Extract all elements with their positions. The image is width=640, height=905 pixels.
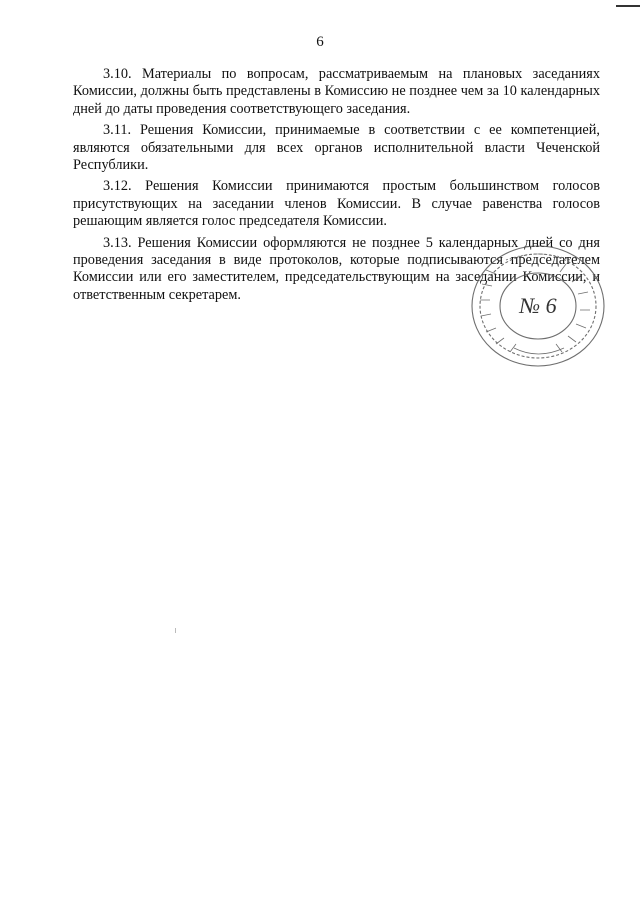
scan-artifact: [175, 628, 176, 633]
page-edge-mark: [616, 5, 640, 7]
paragraph-3-13: 3.13. Решения Комиссии оформляются не позднее 5 календарных дней со дня проведения заседания в виде протоколов, которые подписываются председателем Комиссии или его заместителем, председательствующим на заседании Комиссии, и ответственным секретарем.: [73, 234, 600, 303]
paragraph-3-12: 3.12. Решения Комиссии принимаются простым большинством голосов присутствующих на заседании членов Комиссии. В случае равенства голосов решающим является голос председателя Комиссии.: [73, 178, 600, 230]
official-seal-stamp: [456, 244, 606, 370]
page-number: 6: [316, 34, 324, 50]
stamp-number: № 6: [519, 293, 557, 318]
stamp-graphic: [456, 244, 606, 370]
paragraph-3-10: 3.10. Материалы по вопросам, рассматриваемым на плановых заседаниях Комиссии, должны быть представлены в Комиссию не позднее чем за 10 календарных дней до даты проведения соответствующего заседания.: [73, 66, 600, 117]
paragraph-3-11: 3.11. Решения Комиссии, принимаемые в соответствии с ее компетенцией, являются обязательными для всех органов исполнительной власти Чеченской Республики.: [73, 122, 600, 174]
